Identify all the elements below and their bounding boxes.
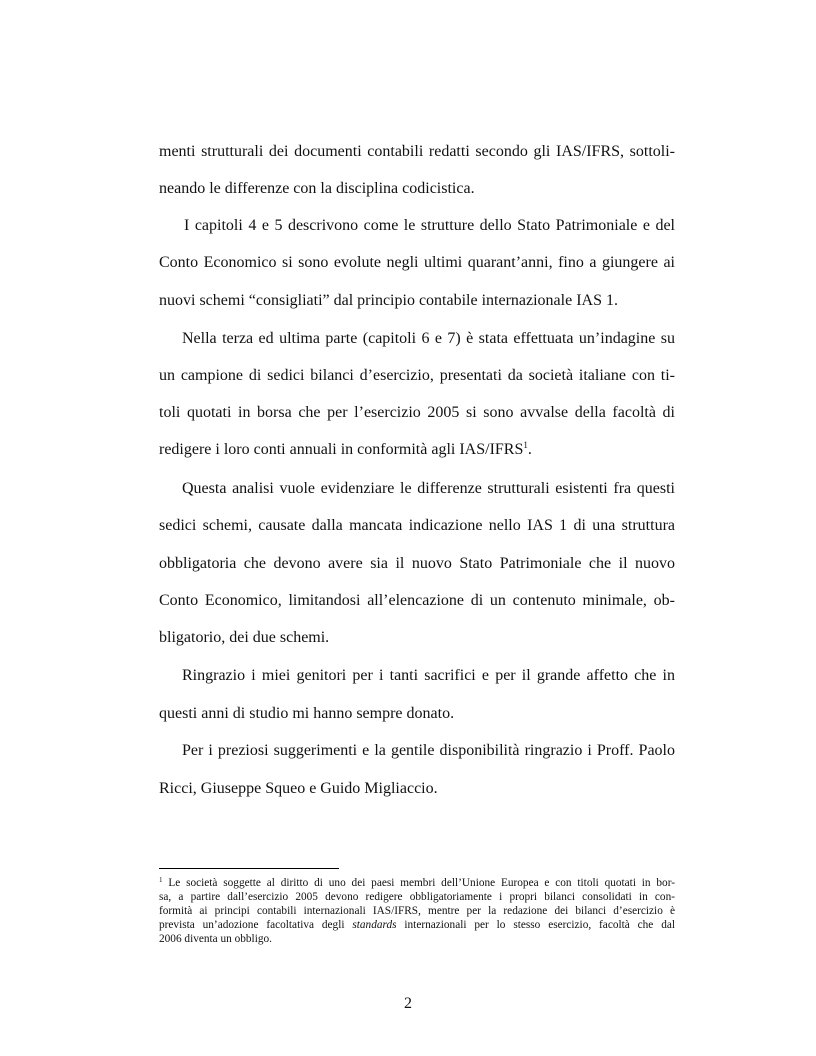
footnote-text: internazionali per lo stesso esercizio, facoltà che dal: [396, 919, 675, 931]
body-line: obbligatoria che devono avere sia il nuovo Stato Patrimoniale che il nuovo: [159, 555, 675, 572]
body-line: menti strutturali dei documenti contabili redatti secondo gli IAS/IFRS, sottoli-: [159, 143, 675, 160]
body-line-text: redigere i loro conti annuali in conformità agli IAS/IFRS: [159, 441, 524, 458]
footnote-divider: [159, 868, 339, 869]
body-line: un campione di sedici bilanci d’esercizio, presentati da società italiane con ti-: [159, 367, 675, 384]
body-line-with-footnote: [159, 441, 675, 459]
footnote-marker: 1: [159, 876, 163, 884]
body-line: toli quotati in borsa che per l’esercizio 2005 si sono avvalse della facoltà di: [159, 404, 675, 421]
body-line: sedici schemi, causate dalla mancata indicazione nello IAS 1 di una struttura: [159, 517, 675, 534]
body-line: Questa analisi vuole evidenziare le differenze strutturali esistenti fra questi: [182, 480, 675, 497]
footnote-italic-term: standards: [352, 919, 397, 931]
body-line: bligatorio, dei due schemi.: [159, 629, 330, 646]
body-line: nuovi schemi “consigliati” dal principio contabile internazionale IAS 1.: [159, 292, 618, 309]
body-line: Conto Economico, limitandosi all’elencazione di un contenuto minimale, ob-: [159, 592, 675, 609]
body-line-period: .: [527, 441, 532, 458]
body-line: Conto Economico si sono evolute negli ultimi quarant’anni, fino a giungere ai: [159, 254, 675, 271]
page-number: 2: [404, 995, 412, 1012]
body-line: neando le differenze con la disciplina codicistica.: [159, 180, 475, 197]
footnote-line: 2006 diventa un obbligo.: [159, 933, 272, 945]
footnote-line: sa, a partire dall’esercizio 2005 devono redigere obbligatoriamente i propri bilanci consolidati in con-: [159, 891, 675, 903]
body-line: Ricci, Giuseppe Squeo e Guido Migliaccio.: [159, 780, 438, 797]
footnote-line: formità ai principi contabili internazionali IAS/IFRS, mentre per la redazione dei bilanci d’esercizio è: [159, 905, 675, 917]
body-line: I capitoli 4 e 5 descrivono come le strutture dello Stato Patrimoniale e del: [184, 217, 675, 234]
footnote-reference: 1: [523, 440, 528, 450]
footnote-line: [159, 919, 675, 932]
footnote-text: Le società soggette al diritto di uno dei paesi membri dell’Unione Europea e con titoli quotati in bor-: [162, 877, 675, 889]
footnote-line: [159, 877, 675, 890]
body-line: Per i preziosi suggerimenti e la gentile disponibilità ringrazio i Proff. Paolo: [182, 742, 675, 759]
footnote-text: prevista un’adozione facoltativa degli: [159, 919, 353, 931]
body-line: Ringrazio i miei genitori per i tanti sacrifici e per il grande affetto che in: [182, 667, 675, 684]
body-line: questi anni di studio mi hanno sempre donato.: [159, 705, 455, 722]
body-line: Nella terza ed ultima parte (capitoli 6 e 7) è stata effettuata un’indagine su: [182, 330, 675, 347]
